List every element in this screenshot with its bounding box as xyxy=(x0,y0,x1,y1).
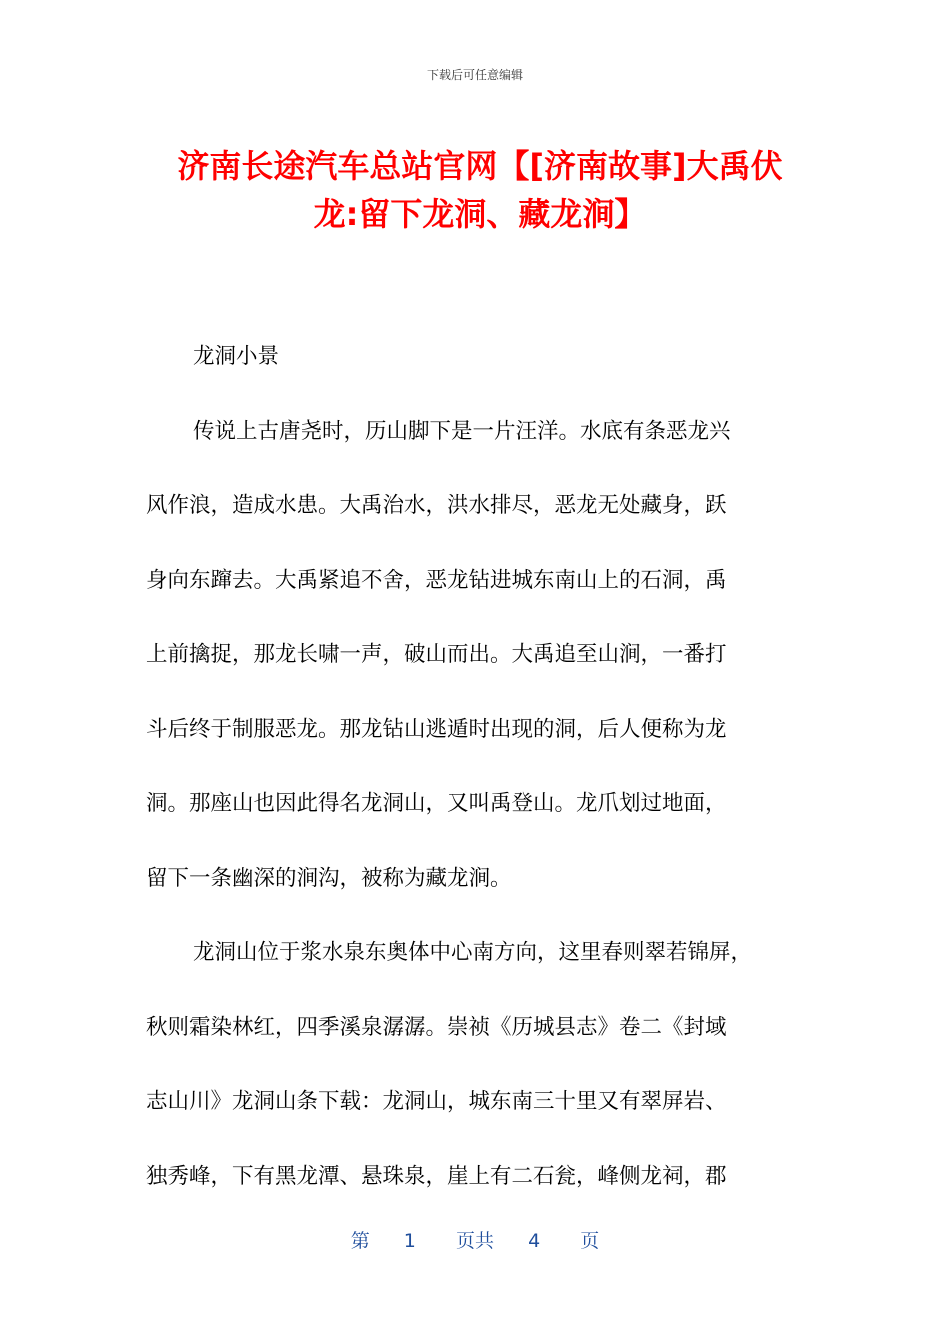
body-line: 斗后终于制服恶龙。那龙钻山逃遁时出现的洞，后人便称为龙 xyxy=(146,716,727,742)
footer-middle: 页共 xyxy=(455,1230,494,1252)
footer-page-number: 1 xyxy=(403,1230,416,1252)
body-line: 志山川》龙洞山条下载：龙洞山，城东南三十里又有翠屏岩、 xyxy=(146,1089,727,1114)
footer-total-pages: 4 xyxy=(528,1230,541,1252)
footer-prefix: 第 xyxy=(350,1230,370,1252)
body-line: 龙洞山位于浆水泉东奥体中心南方向，这里春则翠若锦屏， xyxy=(193,940,753,965)
body-line: 洞。那座山也因此得名龙洞山，又叫禹登山。龙爪划过地面， xyxy=(146,791,727,816)
body-line: 风作浪，造成水患。大禹治水，洪水排尽，恶龙无处藏身，跃 xyxy=(146,493,727,518)
body-line: 留下一条幽深的涧沟，被称为藏龙涧。 xyxy=(146,865,512,891)
body-line: 秋则霜染林红，四季溪泉潺潺。崇祯《历城县志》卷二《封域 xyxy=(146,1014,727,1040)
page-header-note: 下载后可任意编辑 xyxy=(426,68,523,82)
title-line-1: 济南长途汽车总站官网【[济南故事]大禹伏 xyxy=(177,147,783,185)
title-line-2: 龙:留下龙洞、藏龙涧】 xyxy=(313,195,647,233)
body-line: 上前擒捉，那龙长啸一声，破山而出。大禹追至山涧，一番打 xyxy=(146,642,727,667)
body-line: 传说上古唐尧时，历山脚下是一片汪洋。水底有条恶龙兴 xyxy=(193,418,731,444)
body-line: 身向东蹿去。大禹紧追不舍，恶龙钻进城东南山上的石洞，禹 xyxy=(146,567,727,593)
body-line: 独秀峰，下有黑龙潭、悬珠泉，崖上有二石瓮，峰侧龙祠，郡 xyxy=(146,1163,727,1189)
body-line-subheading: 龙洞小景 xyxy=(193,344,280,369)
footer-suffix: 页 xyxy=(580,1230,600,1252)
document-body xyxy=(146,320,806,1214)
document-title xyxy=(140,142,820,238)
page-footer xyxy=(0,1226,950,1253)
